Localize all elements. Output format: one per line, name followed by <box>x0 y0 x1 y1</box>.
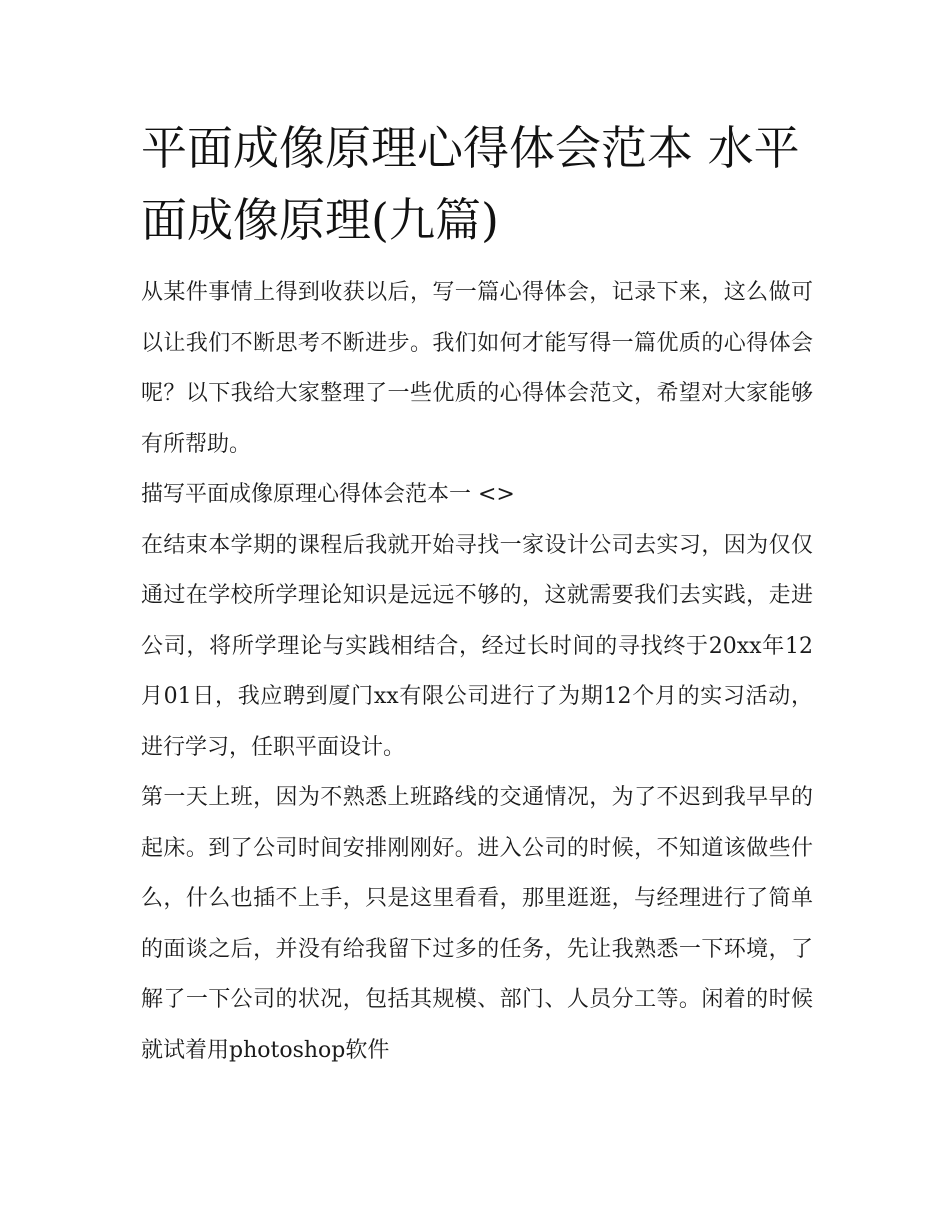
body-paragraph-1: 在结束本学期的课程后我就开始寻找一家设计公司去实习，因为仅仅通过在学校所学理论知识是远远不够的，这就需要我们去实践，走进公司，将所学理论与实践相结合，经过长时间的寻找终于20xx年12月01日，我应聘到厦门xx有限公司进行了为期12个月的实习活动，进行学习，任职平面设计。 <box>141 532 813 760</box>
section-heading: 描写平面成像原理心得体会范本一 <> <box>141 482 515 507</box>
document-body <box>141 112 813 1076</box>
document-title: 平面成像原理心得体会范本 水平面成像原理(九篇) <box>141 121 800 247</box>
body-paragraph-2: 第一天上班，因为不熟悉上班路线的交通情况，为了不迟到我早早的起床。到了公司时间安排刚刚好。进入公司的时候，不知道该做些什么，什么也插不上手，只是这里看看，那里逛逛，与经理进行了简单的面谈之后，并没有给我留下过多的任务，先让我熟悉一下环境，了解了一下公司的状况，包括其规模、部门、人员分工等。闲着的时候就试着用photoshop软件 <box>141 785 813 1063</box>
intro-paragraph: 从某件事情上得到收获以后，写一篇心得体会，记录下来，这么做可以让我们不断思考不断进步。我们如何才能写得一篇优质的心得体会呢？以下我给大家整理了一些优质的心得体会范文，希望对大家能够有所帮助。 <box>141 280 813 457</box>
